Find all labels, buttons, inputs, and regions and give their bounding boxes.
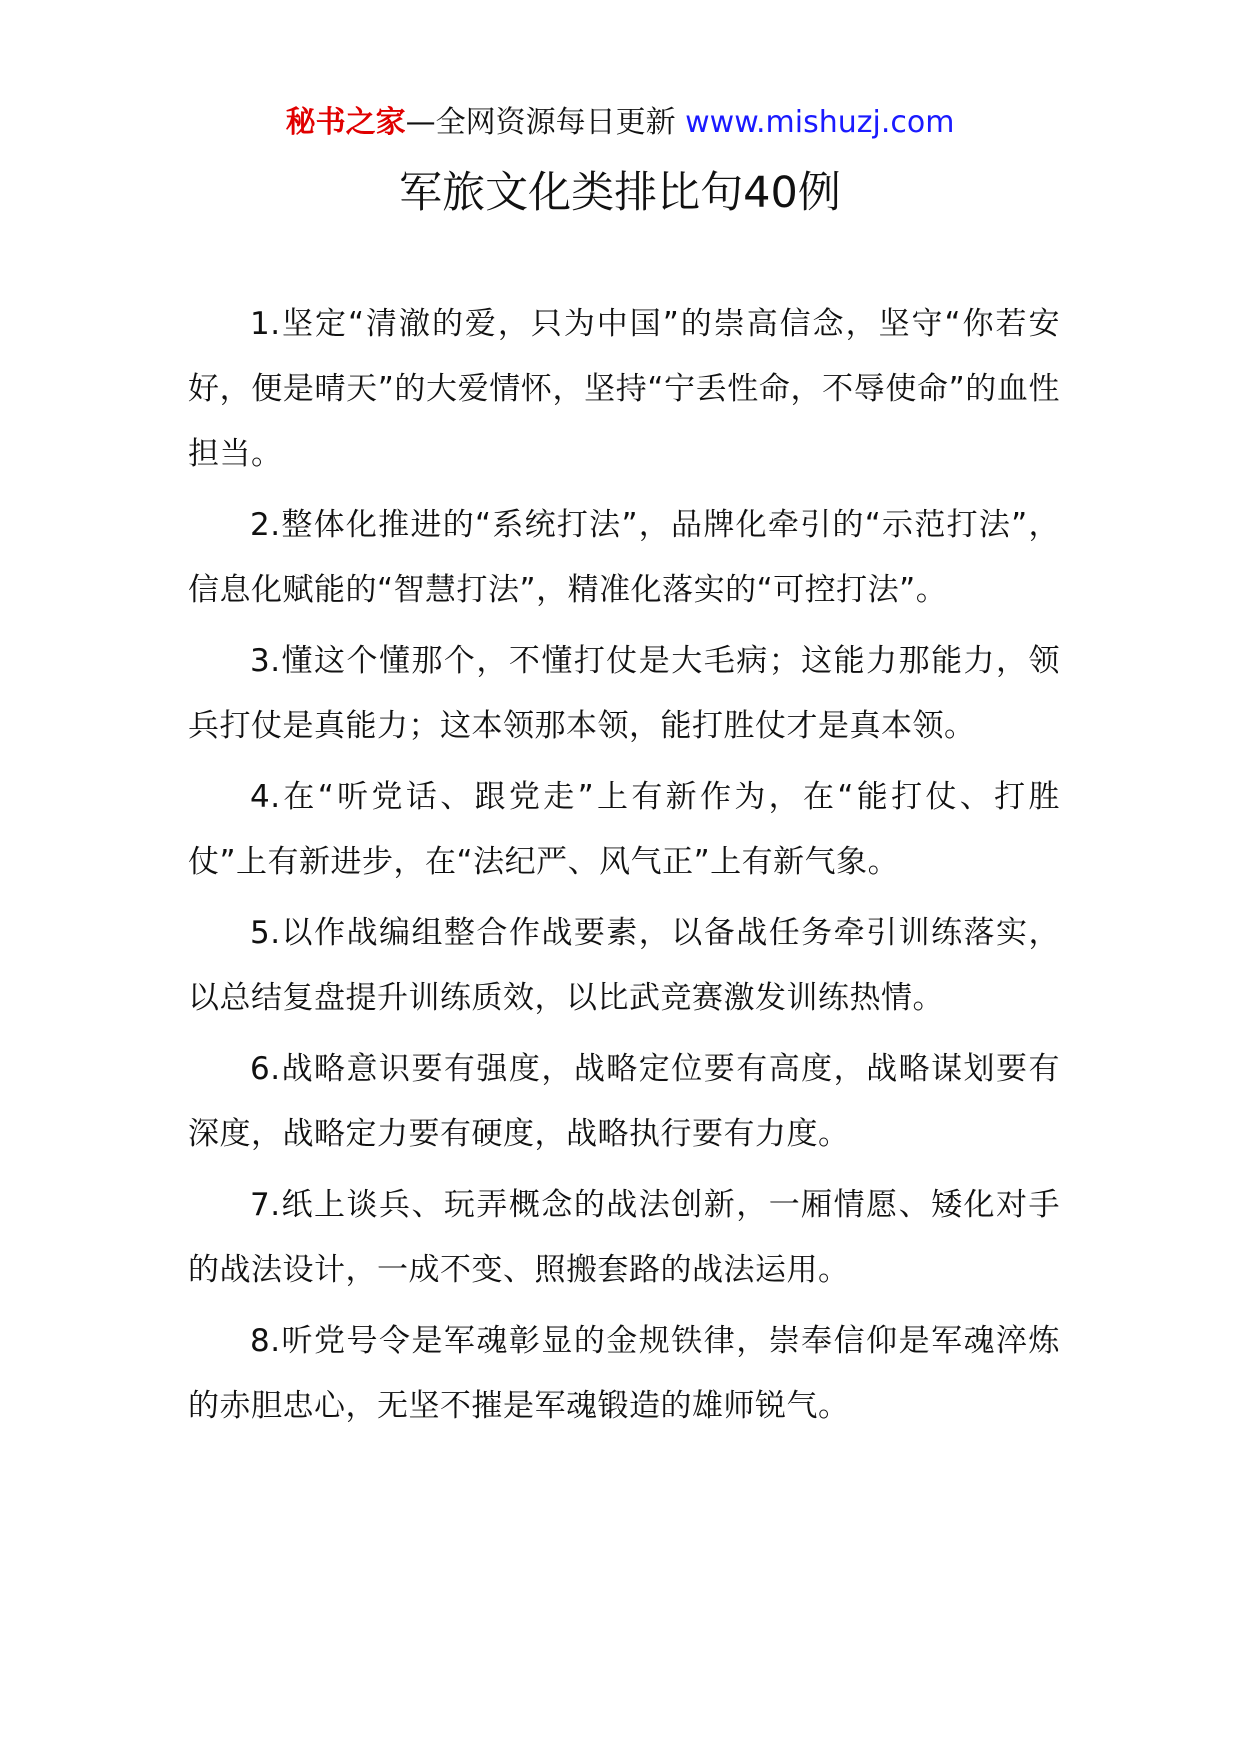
paragraph-8: 8.听党号令是军魂彰显的金规铁律，崇奉信仰是军魂淬炼的赤胆忠心，无坚不摧是军魂锻造的雄师锐气。: [188, 1323, 1060, 1424]
paragraph-7: 7.纸上谈兵、玩弄概念的战法创新，一厢情愿、矮化对手的战法设计，一成不变、照搬套路的战法运用。: [188, 1187, 1060, 1288]
document-title: 军旅文化类排比句40例: [399, 168, 841, 218]
document-body: [188, 292, 1060, 1445]
paragraph-5: 5.以作战编组整合作战要素，以备战任务牵引训练落实，以总结复盘提升训练质效，以比武竞赛激发训练热情。: [188, 915, 1060, 1016]
site-url-link[interactable]: www.mishuzj.com: [685, 105, 955, 140]
header-tagline: —全网资源每日更新: [405, 105, 676, 140]
brand-name: 秘书之家: [285, 105, 406, 140]
site-header: [0, 101, 1240, 145]
paragraph-3: 3.懂这个懂那个，不懂打仗是大毛病；这能力那能力，领兵打仗是真能力；这本领那本领，能打胜仗才是真本领。: [188, 643, 1060, 744]
paragraph-1: 1.坚定“清澈的爱，只为中国”的崇高信念，坚守“你若安好，便是晴天”的大爱情怀，坚持“宁丢性命，不辱使命”的血性担当。: [188, 306, 1060, 472]
paragraph-6: 6.战略意识要有强度，战略定位要有高度，战略谋划要有深度，战略定力要有硬度，战略执行要有力度。: [188, 1051, 1060, 1152]
paragraph-4: 4.在“听党话、跟党走”上有新作为，在“能打仗、打胜仗”上有新进步，在“法纪严、风气正”上有新气象。: [188, 779, 1060, 880]
paragraph-2: 2.整体化推进的“系统打法”，品牌化牵引的“示范打法”，信息化赋能的“智慧打法”，精准化落实的“可控打法”。: [188, 507, 1060, 608]
